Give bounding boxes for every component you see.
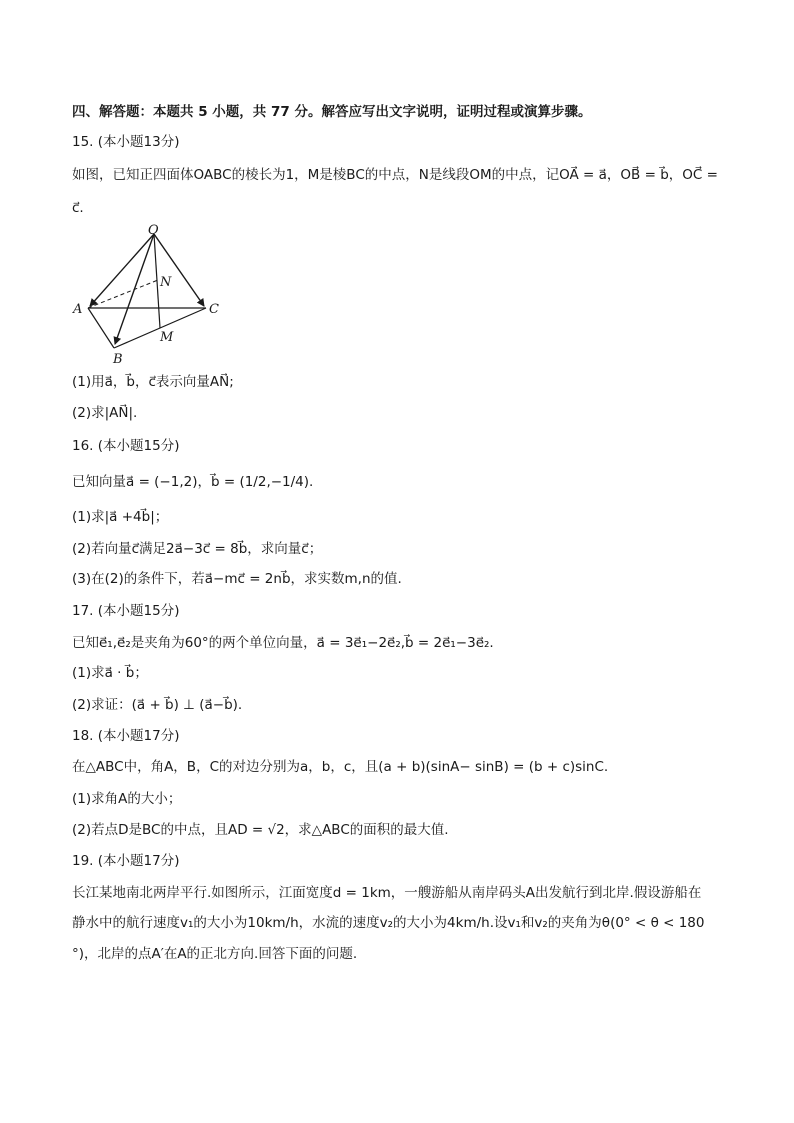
q15-stem-line2: c⃗. <box>72 200 84 216</box>
q17-stem: 已知e⃗₁,e⃗₂是夹角为60°的两个单位向量，a⃗ = 3e⃗₁−2e⃗₂,b⃗ = 2e⃗₁−3e⃗₂. <box>72 635 494 651</box>
q17-part1: (1)求a⃗ · b⃗； <box>72 665 148 681</box>
q19-stem-line1: 长江某地南北两岸平行.如图所示，江面宽度d = 1km，一艘游船从南岸码头A出发航行到北岸.假设游船在 <box>72 885 702 901</box>
q16-part2: (2)若向量c⃗满足2a⃗−3c⃗ = 8b⃗，求向量c⃗； <box>72 541 323 557</box>
q19-stem-line2: 静水中的航行速度v₁的大小为10km/h，水流的速度v₂的大小为4km/h.设v₁和v₂的夹角为θ(0° < θ < 180 <box>72 915 705 931</box>
q18-stem: 在△ABC中，角A，B，C的对边分别为a，b，c，且(a + b)(sinA− sinB) = (b + c)sinC. <box>72 759 609 775</box>
q15-stem-line1: 如图，已知正四面体OABC的棱长为1，M是棱BC的中点，N是线段OM的中点，记OA⃗ = a⃗，OB⃗ = b⃗，OC⃗ = <box>72 167 718 183</box>
q16-stem: 已知向量a⃗ = (−1,2)，b⃗ = (1/2,−1/4). <box>72 474 314 490</box>
q15-header: 15. (本小题13分) <box>72 134 180 150</box>
vector-oa <box>90 234 154 306</box>
q15-part1: (1)用a⃗，b⃗，c⃗表示向量AN⃗; <box>72 374 234 390</box>
q18-part1: (1)求角A的大小； <box>72 791 182 807</box>
q15-part2: (2)求|AN⃗|. <box>72 405 138 421</box>
section-heading: 四、解答题：本题共 5 小题，共 77 分。解答应写出文字说明，证明过程或演算步骤。 <box>72 104 592 120</box>
label-a: A <box>73 302 83 317</box>
tetrahedron-diagram <box>70 222 230 370</box>
vector-ob <box>115 234 154 344</box>
q18-header: 18. (本小题17分) <box>72 728 180 744</box>
q17-header: 17. (本小题15分) <box>72 603 180 619</box>
segment-an <box>88 280 158 308</box>
tetrahedron-figure <box>70 222 230 370</box>
q19-stem-line3: °)，北岸的点A′在A的正北方向.回答下面的问题. <box>72 946 358 962</box>
q16-part1: (1)求|a⃗ +4b⃗|； <box>72 509 169 525</box>
label-c: C <box>209 302 219 317</box>
vector-oc <box>154 234 204 306</box>
q17-part2: (2)求证：(a⃗ + b⃗) ⊥ (a⃗−b⃗). <box>72 697 243 713</box>
q16-header: 16. (本小题15分) <box>72 438 180 454</box>
label-o: O <box>148 223 159 238</box>
edge-ab <box>88 308 114 348</box>
label-n: N <box>160 275 172 290</box>
label-m: M <box>160 330 174 345</box>
q16-part3: (3)在(2)的条件下，若a⃗−mc⃗ = 2nb⃗，求实数m,n的值. <box>72 571 402 587</box>
q19-header: 19. (本小题17分) <box>72 853 180 869</box>
q18-part2: (2)若点D是BC的中点，且AD = √2，求△ABC的面积的最大值. <box>72 822 449 838</box>
label-b: B <box>113 352 123 367</box>
